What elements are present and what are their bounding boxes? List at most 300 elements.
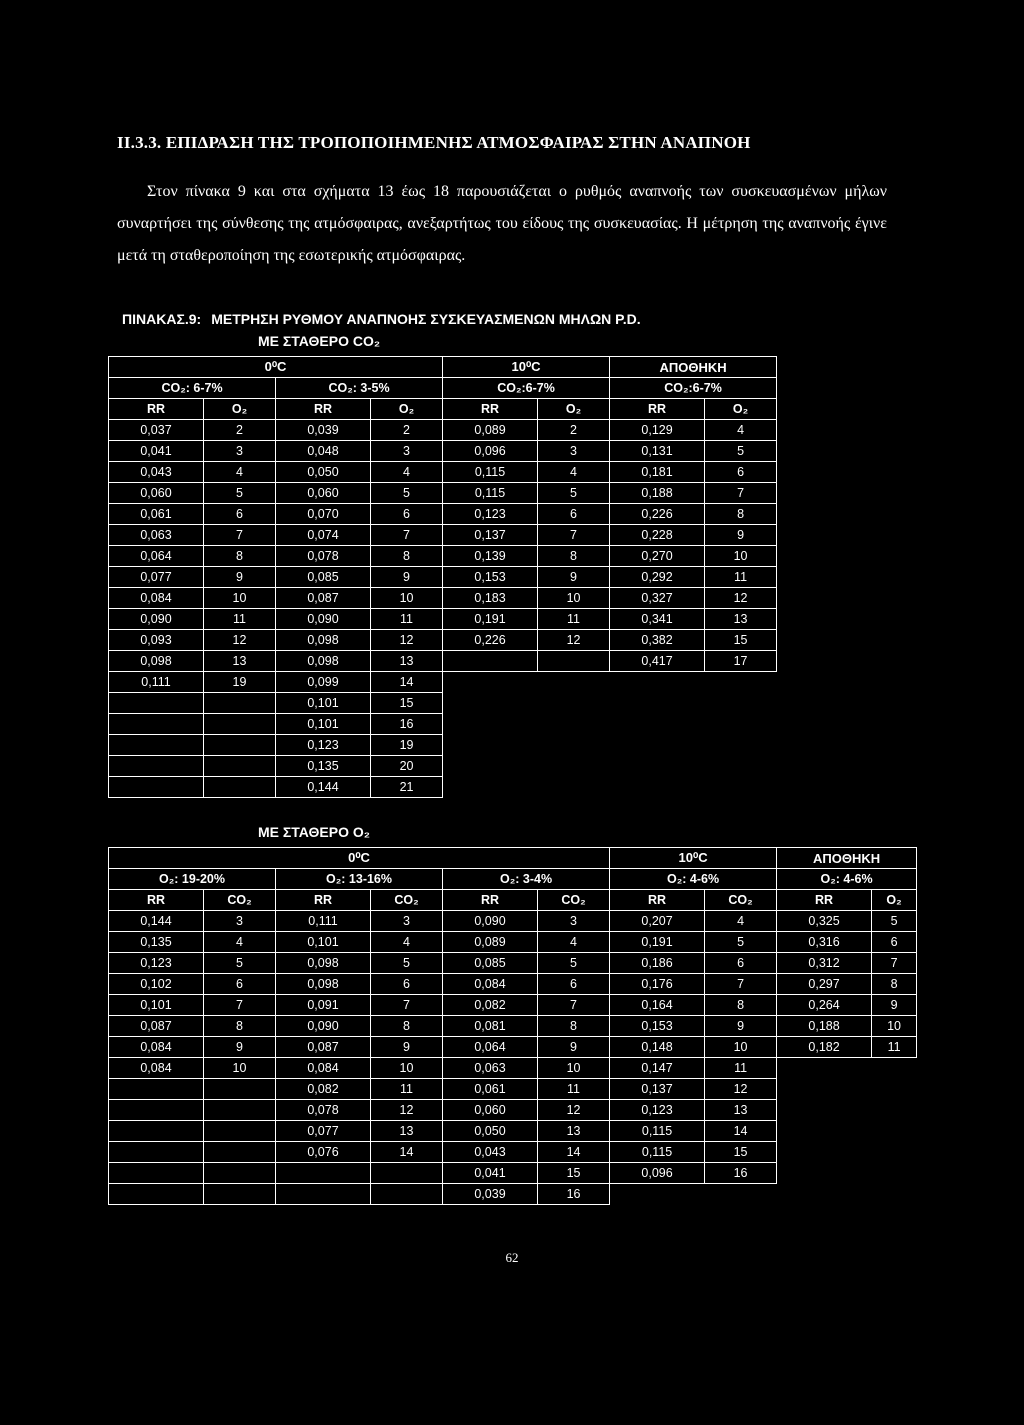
column-header: RR <box>610 890 705 911</box>
table-cell: 6 <box>705 462 777 483</box>
table-cell: 5 <box>204 953 276 974</box>
table-cell <box>371 1184 443 1205</box>
table-cell <box>610 777 705 798</box>
table-cell <box>705 1184 777 1205</box>
table-cell: 0,153 <box>610 1016 705 1037</box>
table-cell: 0,085 <box>443 953 538 974</box>
column-header-row <box>109 890 917 911</box>
table-cell <box>777 1142 872 1163</box>
table-cell <box>872 1079 917 1100</box>
table-cell: 9 <box>371 1037 443 1058</box>
table-cell: 0,037 <box>109 420 204 441</box>
table-cell: 0,085 <box>276 567 371 588</box>
temp-header: 10⁰C <box>610 848 777 869</box>
table-cell <box>610 1184 705 1205</box>
table-cell: 0,098 <box>276 651 371 672</box>
table-cell: 0,135 <box>276 756 371 777</box>
column-header: RR <box>276 399 371 420</box>
table-row <box>109 588 777 609</box>
table-cell: 7 <box>204 995 276 1016</box>
table-cell: 0,101 <box>276 693 371 714</box>
table-cell: 9 <box>872 995 917 1016</box>
column-header: O₂ <box>371 399 443 420</box>
table-cell: 16 <box>705 1163 777 1184</box>
table-cell: 10 <box>538 1058 610 1079</box>
table-cell: 2 <box>204 420 276 441</box>
table-cell: 0,090 <box>443 911 538 932</box>
table-cell <box>204 777 276 798</box>
table-cell: 8 <box>371 546 443 567</box>
table-cell: 0,070 <box>276 504 371 525</box>
table-row <box>109 735 777 756</box>
table-cell: 0,050 <box>443 1121 538 1142</box>
table-cell <box>204 1121 276 1142</box>
table-cell: 5 <box>371 483 443 504</box>
table-cell <box>109 1163 204 1184</box>
table-cell <box>538 756 610 777</box>
table-cell <box>109 1121 204 1142</box>
column-header: CO₂ <box>705 890 777 911</box>
table-cell: 0,115 <box>610 1121 705 1142</box>
condition-header: O₂: 4-6% <box>777 869 917 890</box>
table-cell: 19 <box>204 672 276 693</box>
table-row <box>109 1163 917 1184</box>
table-cell: 6 <box>371 974 443 995</box>
table-cell: 13 <box>204 651 276 672</box>
table-cell: 4 <box>371 932 443 953</box>
table-cell: 4 <box>204 932 276 953</box>
table-row <box>109 1100 917 1121</box>
table-cell: 0,207 <box>610 911 705 932</box>
table-cell <box>705 714 777 735</box>
table-cell <box>443 651 538 672</box>
table-cell <box>777 1184 872 1205</box>
table-cell: 11 <box>538 1079 610 1100</box>
table-cell: 5 <box>538 483 610 504</box>
table-row <box>109 932 917 953</box>
table-cell: 0,188 <box>777 1016 872 1037</box>
table-cell: 7 <box>371 995 443 1016</box>
table-cell: 0,325 <box>777 911 872 932</box>
column-header: RR <box>610 399 705 420</box>
table-cell <box>777 1163 872 1184</box>
table-row <box>109 483 777 504</box>
table-cell: 0,327 <box>610 588 705 609</box>
table-cell: 0,226 <box>443 630 538 651</box>
table-cell: 12 <box>705 588 777 609</box>
condition-header: CO₂:6-7% <box>443 378 610 399</box>
table-cell <box>777 1079 872 1100</box>
temp-header: 10⁰C <box>443 357 610 378</box>
column-header: RR <box>777 890 872 911</box>
table-cell: 0,123 <box>276 735 371 756</box>
table-cell: 6 <box>204 974 276 995</box>
table-row <box>109 693 777 714</box>
table-cell: 0,087 <box>276 1037 371 1058</box>
table-cell: 0,090 <box>109 609 204 630</box>
table-cell <box>204 1142 276 1163</box>
table-cell: 0,137 <box>443 525 538 546</box>
table-cell: 7 <box>371 525 443 546</box>
table-cell: 11 <box>705 567 777 588</box>
table-cell: 15 <box>371 693 443 714</box>
table-cell <box>538 777 610 798</box>
table-cell: 11 <box>204 609 276 630</box>
table-cell: 9 <box>705 1016 777 1037</box>
table-cell: 0,181 <box>610 462 705 483</box>
table-cell: 3 <box>371 911 443 932</box>
table-cell: 0,312 <box>777 953 872 974</box>
table-cell: 12 <box>705 1079 777 1100</box>
table-cell: 15 <box>538 1163 610 1184</box>
table-cell: 11 <box>371 1079 443 1100</box>
table-cell: 0,077 <box>109 567 204 588</box>
table-cell: 14 <box>371 1142 443 1163</box>
table-cell: 10 <box>872 1016 917 1037</box>
table-cell: 0,191 <box>443 609 538 630</box>
column-header: RR <box>443 399 538 420</box>
table-cell <box>610 714 705 735</box>
table-cell <box>538 672 610 693</box>
table-cell <box>777 1100 872 1121</box>
table-cell: 0,123 <box>109 953 204 974</box>
condition-header: O₂: 4-6% <box>610 869 777 890</box>
table-cell: 5 <box>538 953 610 974</box>
table-cell <box>610 735 705 756</box>
table-row <box>109 462 777 483</box>
table-cell: 0,098 <box>109 651 204 672</box>
table-row <box>109 672 777 693</box>
table-cell <box>109 1142 204 1163</box>
table-cell: 13 <box>705 609 777 630</box>
column-header: CO₂ <box>371 890 443 911</box>
table-cell: 0,048 <box>276 441 371 462</box>
table-cell: 0,050 <box>276 462 371 483</box>
table-cell: 0,087 <box>109 1016 204 1037</box>
table-cell: 7 <box>872 953 917 974</box>
table-cell <box>109 1079 204 1100</box>
table-cell: 5 <box>204 483 276 504</box>
table-cell: 0,082 <box>443 995 538 1016</box>
table-row <box>109 441 777 462</box>
table-cell: 0,102 <box>109 974 204 995</box>
table-cell: 8 <box>872 974 917 995</box>
table-row <box>109 995 917 1016</box>
column-header: O₂ <box>204 399 276 420</box>
table-cell <box>705 672 777 693</box>
table-cell: 0,089 <box>443 420 538 441</box>
table-cell: 3 <box>371 441 443 462</box>
table-cell: 0,084 <box>443 974 538 995</box>
table-cell: 11 <box>538 609 610 630</box>
temp-header: 0⁰C <box>109 848 610 869</box>
table-cell: 0,101 <box>276 932 371 953</box>
table-cell: 0,043 <box>443 1142 538 1163</box>
table-cell: 0,090 <box>276 1016 371 1037</box>
table-cell <box>610 672 705 693</box>
table-cell <box>872 1100 917 1121</box>
table-cell <box>777 1121 872 1142</box>
condition-header: O₂: 13-16% <box>276 869 443 890</box>
table-cell: 12 <box>371 1100 443 1121</box>
table-cell: 0,144 <box>276 777 371 798</box>
table-cell <box>872 1058 917 1079</box>
table-cell: 7 <box>705 483 777 504</box>
table-row <box>109 756 777 777</box>
table-label: ΠΙΝΑΚΑΣ.9: <box>122 311 202 327</box>
table-cell: 0,099 <box>276 672 371 693</box>
table-cell: 0,131 <box>610 441 705 462</box>
table-cell: 4 <box>371 462 443 483</box>
condition-header: CO₂:6-7% <box>610 378 777 399</box>
table-cell <box>204 714 276 735</box>
table-cell <box>109 735 204 756</box>
table-cell: 6 <box>705 953 777 974</box>
table-cell <box>872 1121 917 1142</box>
intro-paragraph: Στον πίνακα 9 και στα σχήματα 13 έως 18 παρουσιάζεται ο ρυθμός αναπνοής των συσκευασμένων μήλων συναρτήσει της σύνθεσης της ατμόσφαιρας, ανεξαρτήτως του είδους της συσκευασίας. Η μέτρηση της αναπνοής έγινε μετά τη σταθεροποίηση της εσωτερικής ατμόσφαιρας. <box>117 183 887 264</box>
table-cell: 9 <box>538 567 610 588</box>
table-cell: 0,089 <box>443 932 538 953</box>
table-cell <box>610 756 705 777</box>
table-cell: 5 <box>705 932 777 953</box>
condition-header-row <box>109 378 777 399</box>
column-header: O₂ <box>872 890 917 911</box>
table-cell: 12 <box>538 630 610 651</box>
table-cell <box>371 1163 443 1184</box>
table-cell: 0,041 <box>443 1163 538 1184</box>
table-row <box>109 546 777 567</box>
table-cell: 13 <box>371 1121 443 1142</box>
table-cell <box>872 1163 917 1184</box>
table-cell: 4 <box>204 462 276 483</box>
table-cell <box>705 777 777 798</box>
table-cell: 0,111 <box>109 672 204 693</box>
table-cell: 0,093 <box>109 630 204 651</box>
table-cell: 0,115 <box>443 462 538 483</box>
table-cell: 14 <box>705 1121 777 1142</box>
table-cell: 0,039 <box>443 1184 538 1205</box>
table-cell: 0,060 <box>276 483 371 504</box>
table-cell: 0,060 <box>109 483 204 504</box>
column-header-row <box>109 399 777 420</box>
table-cell: 12 <box>371 630 443 651</box>
table-row <box>109 911 917 932</box>
table-cell: 0,074 <box>276 525 371 546</box>
table-row <box>109 567 777 588</box>
table-cell: 0,135 <box>109 932 204 953</box>
table-cell <box>204 1100 276 1121</box>
table-cell: 8 <box>204 546 276 567</box>
table-cell <box>276 1163 371 1184</box>
table-cell: 3 <box>204 441 276 462</box>
table-cell: 0,061 <box>443 1079 538 1100</box>
table-cell: 0,063 <box>443 1058 538 1079</box>
table-cell: 5 <box>705 441 777 462</box>
table-cell: 0,123 <box>443 504 538 525</box>
table-cell: 0,226 <box>610 504 705 525</box>
table-cell <box>538 735 610 756</box>
condition-header: O₂: 19-20% <box>109 869 276 890</box>
table-cell: 13 <box>371 651 443 672</box>
table-cell: 8 <box>705 504 777 525</box>
table-row <box>109 1079 917 1100</box>
table-cell: 0,098 <box>276 953 371 974</box>
table-cell: 0,043 <box>109 462 204 483</box>
table-cell: 0,077 <box>276 1121 371 1142</box>
table-cell <box>109 756 204 777</box>
table-cell: 6 <box>538 974 610 995</box>
table-cell: 0,186 <box>610 953 705 974</box>
table-cell: 0,084 <box>109 1058 204 1079</box>
table-cell: 0,188 <box>610 483 705 504</box>
table-cell: 0,115 <box>610 1142 705 1163</box>
table-cell: 6 <box>204 504 276 525</box>
table-cell: 0,148 <box>610 1037 705 1058</box>
table-row <box>109 1142 917 1163</box>
table-cell <box>777 1058 872 1079</box>
table-cell: 4 <box>705 911 777 932</box>
table-cell: 0,183 <box>443 588 538 609</box>
table-cell: 0,063 <box>109 525 204 546</box>
table-cell <box>109 693 204 714</box>
table-cell: 15 <box>705 1142 777 1163</box>
table-cell: 7 <box>538 525 610 546</box>
table-cell: 0,153 <box>443 567 538 588</box>
table-cell: 0,084 <box>109 588 204 609</box>
table-cell: 4 <box>705 420 777 441</box>
table-cell: 0,087 <box>276 588 371 609</box>
table-cell <box>705 693 777 714</box>
table-cell: 0,382 <box>610 630 705 651</box>
table-row <box>109 1184 917 1205</box>
table-row <box>109 504 777 525</box>
condition-header-row <box>109 869 917 890</box>
table-cell <box>443 672 538 693</box>
table-cell: 0,139 <box>443 546 538 567</box>
table-cell: 16 <box>538 1184 610 1205</box>
table-cell: 10 <box>538 588 610 609</box>
table-cell: 0,091 <box>276 995 371 1016</box>
table-cell: 10 <box>705 546 777 567</box>
table-cell: 0,064 <box>443 1037 538 1058</box>
table-cell: 13 <box>705 1100 777 1121</box>
table-cell <box>443 714 538 735</box>
table-cell: 0,084 <box>276 1058 371 1079</box>
table-cell: 3 <box>538 441 610 462</box>
co2-table-title: ΜΕ ΣΤΑΘΕΡΟ CO₂ <box>258 333 381 349</box>
table-row <box>109 1016 917 1037</box>
table-cell: 0,078 <box>276 1100 371 1121</box>
table-cell <box>872 1142 917 1163</box>
table-cell: 6 <box>371 504 443 525</box>
table-cell: 14 <box>371 672 443 693</box>
table-cell <box>109 777 204 798</box>
table-cell <box>204 735 276 756</box>
table-row <box>109 420 777 441</box>
table-cell: 9 <box>705 525 777 546</box>
table-cell: 8 <box>538 1016 610 1037</box>
table-row <box>109 525 777 546</box>
table-cell: 0,137 <box>610 1079 705 1100</box>
table-row <box>109 1121 917 1142</box>
table-cell <box>705 756 777 777</box>
table-cell <box>538 651 610 672</box>
table-cell: 0,191 <box>610 932 705 953</box>
table-cell: 0,078 <box>276 546 371 567</box>
table-cell: 7 <box>204 525 276 546</box>
condition-header: O₂: 3-4% <box>443 869 610 890</box>
table-cell: 0,182 <box>777 1037 872 1058</box>
condition-header: CO₂: 6-7% <box>109 378 276 399</box>
table-row <box>109 630 777 651</box>
table-cell: 0,228 <box>610 525 705 546</box>
table-cell: 0,098 <box>276 630 371 651</box>
o2-table-title: ΜΕ ΣΤΑΘΕΡΟ O₂ <box>258 824 370 840</box>
table-cell <box>872 1184 917 1205</box>
table-cell <box>204 1079 276 1100</box>
table-cell <box>109 1184 204 1205</box>
table-cell: 0,090 <box>276 609 371 630</box>
table-cell: 11 <box>872 1037 917 1058</box>
column-header: RR <box>443 890 538 911</box>
table-cell: 0,147 <box>610 1058 705 1079</box>
table-cell: 10 <box>204 1058 276 1079</box>
table-row <box>109 974 917 995</box>
table-cell <box>443 735 538 756</box>
table-cell: 0,270 <box>610 546 705 567</box>
table-cell: 4 <box>538 932 610 953</box>
table-cell: 20 <box>371 756 443 777</box>
table-cell <box>204 1163 276 1184</box>
table-cell: 0,096 <box>610 1163 705 1184</box>
table-cell: 0,041 <box>109 441 204 462</box>
table-cell: 3 <box>204 911 276 932</box>
table-cell: 8 <box>204 1016 276 1037</box>
table-cell: 0,129 <box>610 420 705 441</box>
table-cell: 0,101 <box>109 995 204 1016</box>
table-row <box>109 777 777 798</box>
column-header: CO₂ <box>204 890 276 911</box>
table-cell: 11 <box>371 609 443 630</box>
table-cell <box>109 714 204 735</box>
table-cell: 0,081 <box>443 1016 538 1037</box>
table-cell: 9 <box>204 1037 276 1058</box>
table-row <box>109 953 917 974</box>
temp-header: ΑΠΟΘΗΚΗ <box>777 848 917 869</box>
table-cell <box>276 1184 371 1205</box>
table-cell: 10 <box>705 1037 777 1058</box>
temp-header-row <box>109 848 917 869</box>
table-cell: 0,176 <box>610 974 705 995</box>
table-cell: 0,341 <box>610 609 705 630</box>
table-cell: 19 <box>371 735 443 756</box>
table-cell: 8 <box>705 995 777 1016</box>
table-cell: 0,060 <box>443 1100 538 1121</box>
table-cell: 7 <box>538 995 610 1016</box>
table-cell: 15 <box>705 630 777 651</box>
table-cell: 2 <box>371 420 443 441</box>
table-cell: 0,082 <box>276 1079 371 1100</box>
table-cell: 0,164 <box>610 995 705 1016</box>
table-caption: ΜΕΤΡΗΣΗ ΡΥΘΜΟΥ ΑΝΑΠΝΟΗΣ ΣΥΣΚΕΥΑΣΜΕΝΩΝ ΜΗΛΩΝ P.D. <box>211 311 641 327</box>
table-title <box>122 311 641 327</box>
table-row <box>109 1037 917 1058</box>
table-row <box>109 609 777 630</box>
table-cell: 0,123 <box>610 1100 705 1121</box>
column-header: RR <box>109 890 204 911</box>
table-cell: 0,264 <box>777 995 872 1016</box>
table-cell: 0,076 <box>276 1142 371 1163</box>
